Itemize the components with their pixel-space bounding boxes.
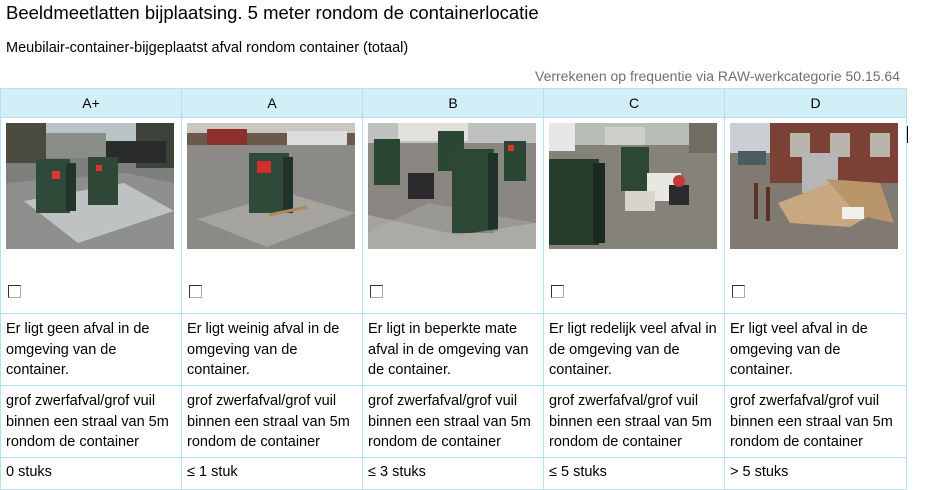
grade-scope: grof zwerfafval/grof vuil binnen een straal van 5m rondom de container [187, 393, 350, 450]
billing-note: Verrekenen op frequentie via RAW-werkcategorie 50.15.64 [535, 68, 900, 84]
photo-grade-a-plus [6, 123, 174, 249]
grade-count: ≤ 1 stuk [187, 464, 238, 480]
grade-count: ≤ 5 stuks [549, 464, 607, 480]
grade-description: Er ligt geen afval in de omgeving van de container. [6, 321, 150, 378]
grade-description: Er ligt veel afval in de omgeving van de container. [730, 321, 868, 378]
checkbox-grade-b[interactable] [370, 285, 383, 298]
text-cursor [907, 126, 908, 143]
grade-header-row [1, 89, 907, 118]
scope-row [1, 386, 907, 458]
grade-header: A+ [1, 89, 182, 118]
photo-grade-d [730, 123, 898, 249]
grade-header: A [182, 89, 363, 118]
grade-count: > 5 stuks [730, 464, 789, 480]
grade-description: Er ligt redelijk veel afval in de omgeving van de container. [549, 321, 717, 378]
grade-description: Er ligt weinig afval in de omgeving van de container. [187, 321, 340, 378]
page-subtitle: Meubilair-container-bijgeplaatst afval rondom container (totaal) [6, 40, 409, 56]
grade-description: Er ligt in beperkte mate afval in de omgeving van de container. [368, 321, 529, 378]
photo-grade-c [549, 123, 717, 249]
grade-count: 0 stuks [6, 464, 52, 480]
count-row [1, 458, 907, 490]
grade-scope: grof zwerfafval/grof vuil binnen een straal van 5m rondom de container [6, 393, 169, 450]
grade-scope: grof zwerfafval/grof vuil binnen een straal van 5m rondom de container [730, 393, 893, 450]
grade-scope: grof zwerfafval/grof vuil binnen een straal van 5m rondom de container [368, 393, 531, 450]
grade-count: ≤ 3 stuks [368, 464, 426, 480]
grade-scope: grof zwerfafval/grof vuil binnen een straal van 5m rondom de container [549, 393, 712, 450]
checkbox-grade-a-plus[interactable] [8, 285, 21, 298]
page-title: Beeldmeetlatten bijplaatsing. 5 meter rondom de containerlocatie [6, 2, 539, 23]
photo-grade-a [187, 123, 355, 249]
checkbox-grade-d[interactable] [732, 285, 745, 298]
photo-grade-b [368, 123, 536, 249]
checkbox-grade-c[interactable] [551, 285, 564, 298]
photo-row [1, 118, 907, 314]
measurement-table [0, 88, 907, 490]
grade-header: C [544, 89, 725, 118]
grade-header: D [725, 89, 907, 118]
checkbox-grade-a[interactable] [189, 285, 202, 298]
description-row [1, 314, 907, 386]
grade-header: B [363, 89, 544, 118]
